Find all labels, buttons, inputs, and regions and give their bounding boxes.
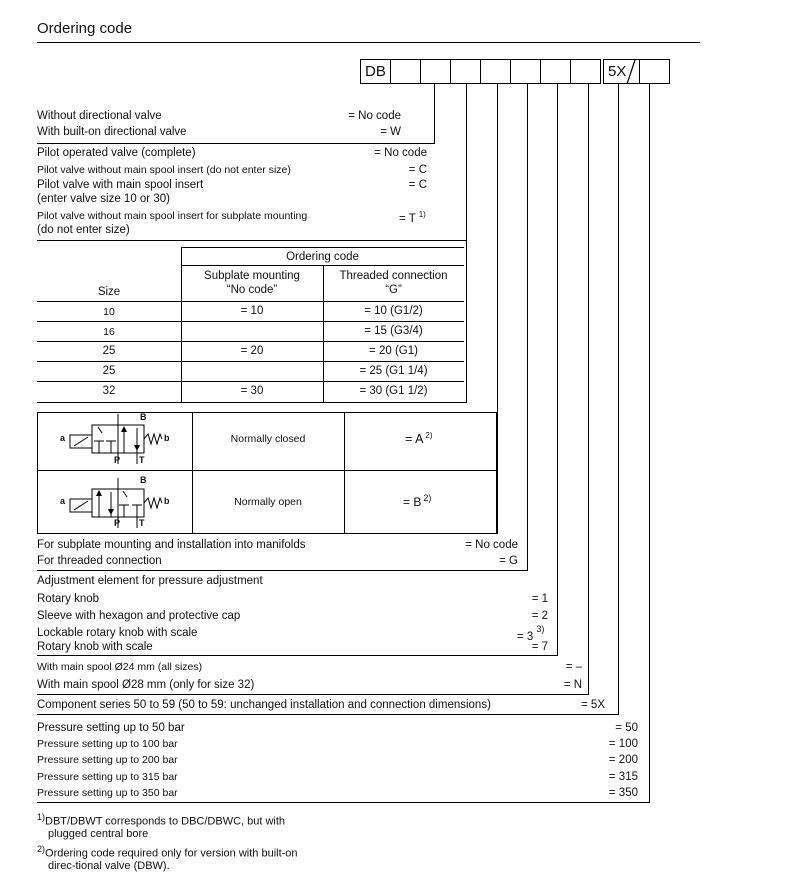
directional-code-1: = No code <box>348 110 401 122</box>
code-box-3 <box>420 59 451 84</box>
pressure-code-2: = 100 <box>608 738 638 750</box>
main-spool-code-2: = N <box>563 679 582 691</box>
pressure-code-3: = 200 <box>608 754 638 766</box>
size-table-group-header: Ordering code <box>286 251 359 263</box>
adjustment-code-2: = 2 <box>531 610 548 622</box>
pressure-code-4: = 315 <box>608 771 638 783</box>
pilot-code-2: = C <box>408 164 427 176</box>
code-box-series: DB <box>360 59 391 84</box>
mounting-label-2: For threaded connection <box>37 555 162 567</box>
code-box-5 <box>480 59 511 84</box>
code-box-last <box>639 59 670 84</box>
size-table-cell-size: 25 <box>102 365 116 377</box>
symbol-label-b: b <box>164 433 170 443</box>
valve-normally-closed-code: = A $^{2)}$ <box>405 431 433 447</box>
symbol-label-port-b: B <box>140 475 147 485</box>
size-table-col-size: Size <box>97 286 121 298</box>
adjustment-rule <box>37 655 558 656</box>
size-table-cell-size: 25 <box>102 345 116 357</box>
directional-code-2: = W <box>380 126 401 138</box>
leader-line-symbol <box>497 84 498 534</box>
code-box-7 <box>540 59 571 84</box>
leader-line-adjustment <box>557 84 558 655</box>
code-box-4 <box>450 59 481 84</box>
size-table-bottom-rule <box>37 402 467 403</box>
valve-symbol-col-rule-1 <box>192 412 193 534</box>
main-spool-rule <box>37 694 589 695</box>
size-table-row-rule <box>37 301 464 302</box>
leader-line-mounting <box>527 84 528 570</box>
pilot-label-3: Pilot valve with main spool insert <box>37 179 204 191</box>
pilot-rule <box>37 240 467 241</box>
leader-line-size <box>466 84 467 402</box>
valve-normally-open-code: = B $^{2)}$ <box>403 493 432 509</box>
footnote-1: $^{1)}$DBT/DBWT corresponds to DBC/DBWC, but with plugged central bore <box>37 812 286 840</box>
size-table-row-rule <box>37 361 464 362</box>
size-table-cell-size: 16 <box>103 326 115 338</box>
pressure-rule <box>37 802 650 803</box>
component-series-rule <box>37 714 619 715</box>
code-box-8 <box>570 59 601 84</box>
directional-rule <box>37 143 435 144</box>
pilot-label-4b: (do not enter size) <box>37 224 130 236</box>
size-table-row-rule <box>37 381 464 382</box>
adjustment-label-2: Sleeve with hexagon and protective cap <box>37 610 241 622</box>
mounting-code-1: = No code <box>465 539 518 551</box>
leader-line-component-series <box>618 84 619 714</box>
page-title: Ordering code <box>37 20 133 37</box>
symbol-label-port-t: T <box>139 455 145 465</box>
symbol-label-b: b <box>164 496 170 506</box>
footnote-2: $^{2)}$Ordering code required only for version with built-on direc-tional valve (DBW). <box>37 844 298 872</box>
size-table-cell-subplate: = 20 <box>240 345 264 357</box>
symbol-label-port-p: P <box>114 518 121 528</box>
adjustment-code-1: = 1 <box>531 593 548 605</box>
pressure-code-5: = 350 <box>608 787 638 799</box>
adjustment-code-3: = $3^{3)}$ <box>517 624 545 643</box>
pilot-label-2: Pilot valve without main spool insert (do not enter size) <box>37 164 291 176</box>
code-box-component-series: 5X <box>603 59 640 84</box>
symbol-label-port-p: P <box>114 455 121 465</box>
pressure-label-4: Pressure setting up to 315 bar <box>37 771 178 783</box>
main-spool-code-1: = – <box>565 661 582 673</box>
symbol-label-a: a <box>60 433 66 443</box>
main-spool-label-2: With main spool Ø28 mm (only for size 32) <box>37 679 255 691</box>
valve-symbol-col-rule-2 <box>344 412 345 534</box>
pressure-code-1: = 50 <box>615 722 638 734</box>
component-series-label: Component series 50 to 59 (50 to 59: unchanged installation and connection dimensions) <box>37 699 491 711</box>
size-table-cell-threaded: = 15 (G3/4) <box>364 325 423 337</box>
size-table-cell-size: 32 <box>102 385 116 397</box>
size-table-cell-subplate: = 30 <box>240 385 264 397</box>
directional-label-1: Without directional valve <box>37 110 162 122</box>
size-table-top-rule <box>181 247 464 248</box>
symbol-label-port-b: B <box>140 412 147 422</box>
leader-line-main-spool <box>588 84 589 694</box>
pressure-label-5: Pressure setting up to 350 bar <box>37 787 178 799</box>
size-table-cell-threaded: = 10 (G1/2) <box>364 305 423 317</box>
mounting-code-2: = G <box>499 555 518 567</box>
leader-line-directional <box>434 84 435 143</box>
mounting-label-1: For subplate mounting and installation into manifolds <box>37 539 306 551</box>
pilot-code-1: = No code <box>374 147 427 159</box>
size-table-row-rule <box>37 321 464 322</box>
pilot-code-3: = C <box>408 179 427 191</box>
main-spool-label-1: With main spool Ø24 mm (all sizes) <box>37 661 203 673</box>
pressure-label-3: Pressure setting up to 200 bar <box>37 754 178 766</box>
size-table-col-subplate-sub: “No code” <box>226 284 278 296</box>
size-table-col-threaded-sub: “G” <box>385 284 402 296</box>
size-table-cell-threaded: = 30 (G1 1/2) <box>359 385 428 397</box>
pressure-label-1: Pressure setting up to 50 bar <box>37 722 185 734</box>
valve-normally-open-label: Normally open <box>234 496 302 508</box>
pilot-label-3b: (enter valve size 10 or 30) <box>37 193 170 205</box>
slash-mark <box>620 58 640 86</box>
directional-label-2: With built-on directional valve <box>37 126 187 138</box>
size-table-cell-threaded: = 25 (G1 1/4) <box>359 365 428 377</box>
valve-normally-closed-label: Normally closed <box>230 433 306 445</box>
symbol-label-port-t: T <box>139 518 145 528</box>
size-table-cell-threaded: = 20 (G1) <box>369 345 418 357</box>
code-box-6 <box>510 59 541 84</box>
size-table-cell-size: 10 <box>103 306 115 318</box>
symbol-label-a: a <box>60 496 66 506</box>
size-table-cell-subplate: = 10 <box>240 305 264 317</box>
pilot-label-4: Pilot valve without main spool insert for subplate mounting <box>37 210 308 222</box>
size-table-row-rule <box>37 341 464 342</box>
component-series-code: = 5X <box>581 699 605 711</box>
adjustment-heading: Adjustment element for pressure adjustment <box>37 575 263 587</box>
code-box-2 <box>390 59 421 84</box>
valve-symbol-row-rule <box>37 470 497 471</box>
adjustment-label-1: Rotary knob <box>37 593 100 605</box>
leader-line-pressure <box>649 84 650 802</box>
title-rule <box>37 42 700 43</box>
mounting-rule <box>37 570 528 571</box>
adjustment-label-4: Rotary knob with scale <box>37 641 153 653</box>
size-table-col-threaded: Threaded connection <box>339 270 448 282</box>
pressure-label-2: Pressure setting up to 100 bar <box>37 738 178 750</box>
pilot-code-4: = T $^{1)}$ <box>399 210 426 225</box>
adjustment-code-4: = 7 <box>531 641 548 653</box>
adjustment-label-3: Lockable rotary knob with scale <box>37 627 198 639</box>
size-table-col-subplate: Subplate mounting <box>204 270 300 282</box>
pilot-label-1: Pilot operated valve (complete) <box>37 147 196 159</box>
